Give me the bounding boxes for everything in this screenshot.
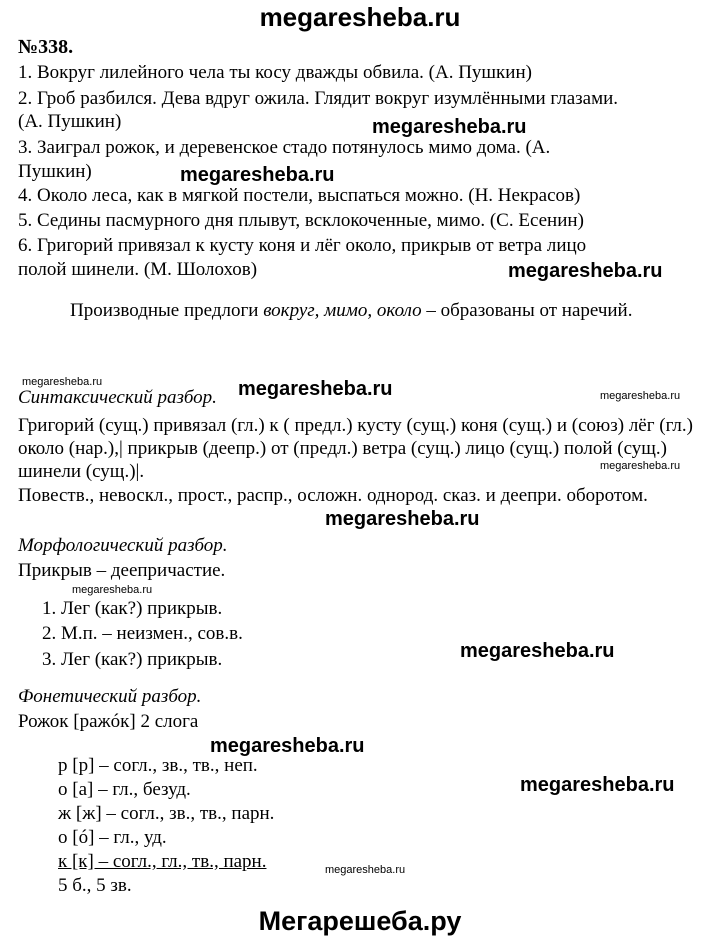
watermark: megaresheba.ru [508,260,663,282]
syntax-parse: Григорий (сущ.) привязал (гл.) к ( предл.) кусту (сущ.) коня (сущ.) и (союз) лёг (гл.) около (нар.),| прикрыв (деепр.) от (предл.) ветра (сущ.) лицо (сущ.) полой (сущ.) шинели (сущ.)|. [18,415,693,482]
watermark: megaresheba.ru [460,640,615,662]
watermark: megaresheba.ru [325,508,480,530]
sentence-2-author: (А. Пушкин) [18,111,122,132]
watermark: megaresheba.ru [600,460,681,472]
note-paragraph [70,298,695,324]
sentence-5: 5. Седины пасмурного дня плывут, всклокоченные, мимо. (С. Есенин) [18,210,584,231]
watermark: megaresheba.ru [180,164,335,186]
note-text-a: Производные предлоги [70,300,259,321]
sentence-4: 4. Около леса, как в мягкой постели, выспаться можно. (Н. Некрасов) [18,185,581,206]
note-italic: вокруг, мимо, около [263,300,422,321]
sentence-1: 1. Вокруг лилейного чела ты косу дважды обвила. (А. Пушкин) [18,62,532,83]
morph-item-3: 3. Лег (как?) прикрыв. [42,649,223,670]
watermark: megaresheba.ru [22,376,103,388]
phon-heading: Фонетический разбор. [18,686,202,707]
phon-row-5: к [к] – согл., гл., тв., парн. [58,851,267,872]
note-text-b: – образованы от наречий. [426,300,633,321]
phon-row-3: ж [ж] – согл., зв., тв., парн. [58,803,275,824]
morph-item-2: 2. М.п. – неизмен., сов.в. [42,623,243,644]
phon-row-6: 5 б., 5 зв. [58,875,132,896]
morph-item-1: 1. Лег (как?) прикрыв. [42,598,223,619]
sentence-6: 6. Григорий привязал к кусту коня и лёг около, прикрыв от ветра лицо [18,235,587,256]
phon-row-2: о [а] – гл., безуд. [58,779,191,800]
watermark: megaresheba.ru [325,864,406,876]
watermark: megaresheba.ru [238,378,393,400]
morph-heading: Морфологический разбор. [18,535,228,556]
phon-row-1: р [р] – согл., зв., тв., неп. [58,755,258,776]
sentence-2: 2. Гроб разбился. Дева вдруг ожила. Глядит вокруг изумлёнными глазами. [18,88,619,109]
phon-title: Рожок [ражóк] 2 слога [18,711,199,732]
site-header: megaresheba.ru [259,2,461,32]
task-number: №338. [18,36,74,58]
sentence-3: 3. Заиграл рожок, и деревенское стадо потянулось мимо дома. (А. [18,137,551,158]
phon-row-4: о [ó] – гл., уд. [58,827,167,848]
sentence-3-author: Пушкин) [18,161,92,182]
watermark: megaresheba.ru [372,116,527,138]
sentence-6-author: полой шинели. (М. Шолохов) [18,259,258,280]
syntax-heading: Синтаксический разбор. [18,387,217,408]
site-footer: Мегарешеба.ру [258,906,462,936]
watermark: megaresheba.ru [210,735,365,757]
watermark: megaresheba.ru [520,774,675,796]
watermark: megaresheba.ru [600,390,681,402]
syntax-summary: Повеств., невоскл., прост., распр., осложн. однород. сказ. и деепри. оборотом. [18,485,648,506]
morph-title: Прикрыв – деепричастие. [18,560,226,581]
watermark: megaresheba.ru [72,584,153,596]
